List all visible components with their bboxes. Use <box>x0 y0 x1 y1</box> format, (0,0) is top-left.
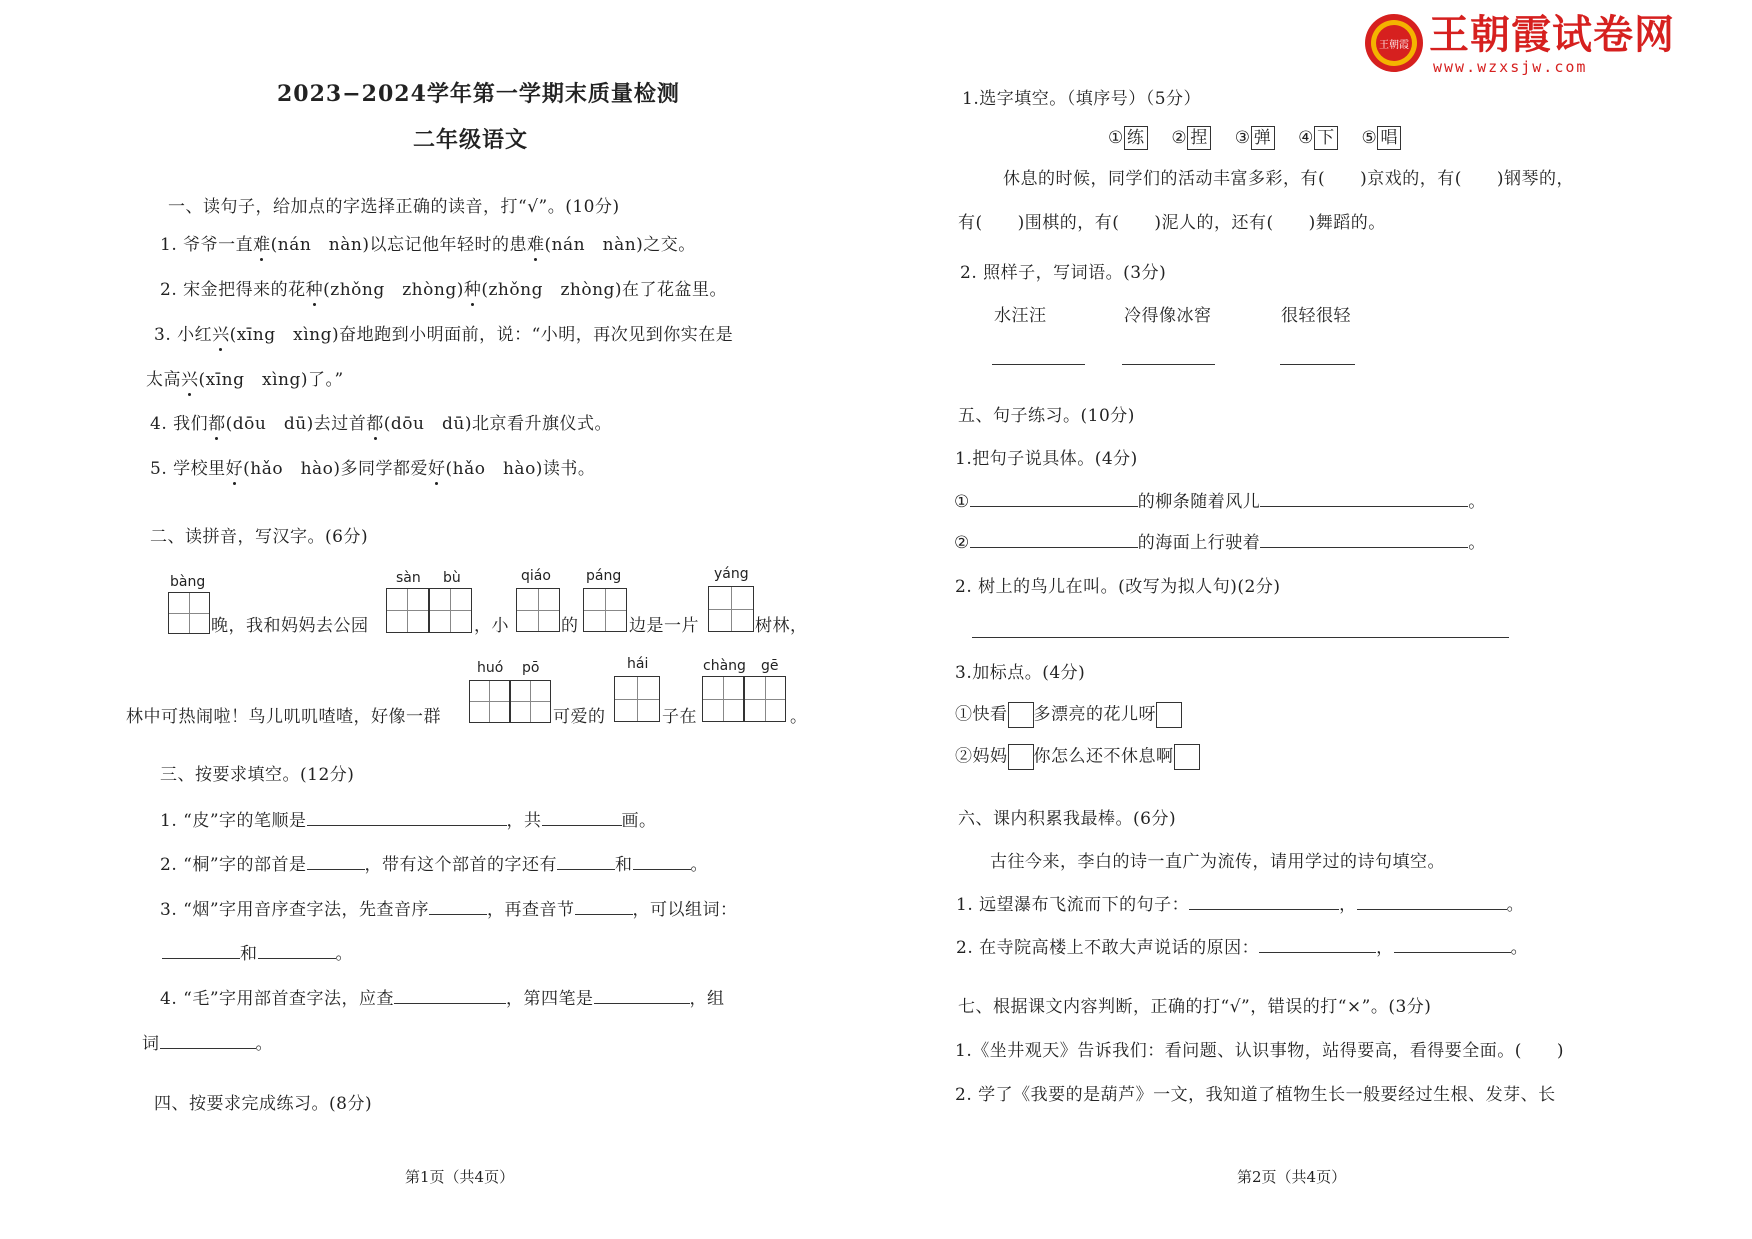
pinyin-pang: páng <box>586 568 622 584</box>
logo-name: 王朝霞试卷网 <box>1429 12 1675 58</box>
s6-q2: 2. 在寺院高楼上不敢大声说话的原因： ， 。 <box>956 938 1529 958</box>
s5-q1: 1.把句子说具体。(4分) <box>955 449 1138 469</box>
s1-q3: 3. 小红兴(xīng xìng)奋地跑到小明面前，说：“小明，再次见到你实在是 <box>154 325 734 345</box>
answer-blank[interactable] <box>575 898 633 915</box>
s1-q5: 5. 学校里好(hǎo hào)多同学都爱好(hǎo hào)读书。 <box>150 459 596 479</box>
s1-q3-cont: 太高兴(xīng xìng)了。” <box>146 370 344 390</box>
answer-blank[interactable] <box>1394 936 1511 953</box>
s2-r1-b: ，小 <box>474 616 509 636</box>
logo-url: www.wzxsjw.com <box>1433 58 1588 76</box>
s3-q4: 4. “毛”字用部首查字法，应查 ，第四笔是 ，组 <box>160 989 725 1009</box>
option-3: ③ 弹 <box>1235 128 1275 148</box>
s2-r1-d: 边是一片 <box>629 616 699 636</box>
s2-r2-c: 子在 <box>662 707 697 727</box>
answer-blank[interactable] <box>162 942 240 959</box>
s1-q2: 2. 宋金把得来的花种(zhǒng zhòng)种(zhǒng zhòng)在了花盆里。 <box>160 280 728 300</box>
s2-r1-a: 晚，我和妈妈去公园 <box>211 616 369 636</box>
s3-q3-cont: 和 。 <box>162 942 353 965</box>
example-word-1: 水汪汪 <box>994 306 1047 326</box>
s5-q2: 2. 树上的鸟儿在叫。(改写为拟人句)(2分) <box>955 577 1281 597</box>
answer-line[interactable] <box>1280 364 1355 365</box>
option-1: ① 练 <box>1108 128 1148 148</box>
seal-icon <box>1363 12 1425 74</box>
answer-blank[interactable] <box>1260 531 1468 548</box>
punctuation-box[interactable] <box>1156 702 1182 728</box>
punctuation-box[interactable] <box>1008 702 1034 728</box>
pinyin-yang: yáng <box>714 566 749 582</box>
s3-q3: 3. “烟”字用音序查字法，先查音序 ，再查音节 ，可以组词： <box>160 900 738 920</box>
punctuation-box[interactable] <box>1008 744 1034 770</box>
pinyin-bu: bù <box>443 570 461 586</box>
seal-text: 王朝霞 <box>1379 40 1409 51</box>
option-2: ② 捏 <box>1171 128 1211 148</box>
s5-q1-a: ① 的柳条随着风儿 。 <box>954 492 1486 512</box>
s3-q4-cont: 词 。 <box>142 1034 273 1054</box>
answer-blank[interactable] <box>970 531 1138 548</box>
answer-blank[interactable] <box>970 490 1138 507</box>
s2-r1-c: 的 <box>561 616 579 636</box>
char-box[interactable] <box>510 680 551 723</box>
s5-q1-b: ② 的海面上行驶着 。 <box>954 533 1486 553</box>
s5-q3-b: ②妈妈 你怎么还不休息啊 <box>955 744 1200 770</box>
s2-r2-a: 林中可热闹啦！鸟儿叽叽喳喳，好像一群 <box>126 707 441 727</box>
char-box[interactable] <box>469 680 510 723</box>
section-6-heading: 六、课内积累我最棒。(6分) <box>958 809 1177 829</box>
s6-q1: 1. 远望瀑布飞流而下的句子： ， 。 <box>956 895 1525 915</box>
s4-q2-heading: 2. 照样子，写词语。(3分) <box>960 263 1167 283</box>
pinyin-bang: bàng <box>170 574 206 590</box>
section-7-heading: 七、根据课文内容判断，正确的打“√”，错误的打“×”。(3分) <box>958 997 1432 1017</box>
section-3-heading: 三、按要求填空。(12分) <box>160 765 355 785</box>
answer-blank[interactable] <box>1357 893 1507 910</box>
char-box[interactable] <box>583 588 627 632</box>
pinyin-san: sàn <box>396 570 421 586</box>
char-box[interactable] <box>516 588 560 632</box>
answer-blank[interactable] <box>160 1032 256 1049</box>
example-word-3: 很轻很轻 <box>1281 306 1351 326</box>
s1-q1: 1. 爷爷一直难(nán nàn)以忘记他年轻时的患难(nán nàn)之交。 <box>160 235 696 255</box>
s7-q2: 2. 学了《我要的是葫芦》一文，我知道了植物生长一般要经过生根、发芽、长 <box>955 1085 1556 1105</box>
answer-blank[interactable] <box>1260 490 1468 507</box>
s3-q1: 1. “皮”字的笔顺是 ，共 画。 <box>160 811 657 831</box>
choice-options <box>1108 126 1401 150</box>
exam-subtitle: 二年级语文 <box>413 127 529 153</box>
s2-r2-d: 。 <box>790 707 808 727</box>
s5-q3-a: ①快看 多漂亮的花儿呀 <box>955 702 1182 728</box>
answer-blank[interactable] <box>542 809 622 826</box>
answer-blank[interactable] <box>258 942 336 959</box>
answer-blank[interactable] <box>594 987 690 1004</box>
example-word-2: 冷得像冰窖 <box>1124 306 1212 326</box>
section-2-heading: 二、读拼音，写汉字。(6分) <box>150 527 369 547</box>
pinyin-chang: chàng <box>703 658 746 674</box>
answer-blank[interactable] <box>557 853 615 870</box>
s1-q4: 4. 我们都(dōu dū)去过首都(dōu dū)北京看升旗仪式。 <box>150 414 612 434</box>
char-box[interactable] <box>429 588 472 633</box>
exam-title: 2023−2024学年第一学期末质量检测 <box>277 81 680 107</box>
char-box[interactable] <box>708 586 754 632</box>
section-5-heading: 五、句子练习。(10分) <box>958 406 1135 426</box>
char-box[interactable] <box>168 592 210 634</box>
page1-footer: 第1页（共4页） <box>405 1168 515 1186</box>
section-1-heading: 一、读句子，给加点的字选择正确的读音，打“√”。(10分) <box>168 197 620 217</box>
char-box[interactable] <box>744 676 786 722</box>
option-4: ④ 下 <box>1298 128 1338 148</box>
pinyin-qiao: qiáo <box>521 568 551 584</box>
s7-q1: 1.《坐井观天》告诉我们：看问题、认识事物，站得要高，看得要全面。( ) <box>955 1041 1564 1061</box>
answer-blank[interactable] <box>633 853 691 870</box>
char-box[interactable] <box>614 676 660 722</box>
answer-line[interactable] <box>992 364 1085 365</box>
answer-line[interactable] <box>972 637 1509 638</box>
answer-blank[interactable] <box>1259 936 1376 953</box>
section-4-heading: 四、按要求完成练习。(8分) <box>154 1094 373 1114</box>
pinyin-huo: huó <box>477 660 504 676</box>
s3-q2: 2. “桐”字的部首是 ，带有这个部首的字还有 和 。 <box>160 855 709 875</box>
pinyin-po: pō <box>522 660 540 676</box>
s4-q1-line2: 有( )围棋的，有( )泥人的，还有( )舞蹈的。 <box>958 213 1386 233</box>
s2-r2-b: 可爱的 <box>553 707 606 727</box>
s4-q1-line1: 休息的时候，同学们的活动丰富多彩，有( )京戏的，有( )钢琴的， <box>1003 169 1575 189</box>
answer-blank[interactable] <box>394 987 506 1004</box>
s5-q3: 3.加标点。(4分) <box>955 663 1086 683</box>
answer-line[interactable] <box>1122 364 1215 365</box>
option-5: ⑤ 唱 <box>1362 128 1402 148</box>
char-box[interactable] <box>386 588 429 633</box>
page2-footer: 第2页（共4页） <box>1237 1168 1347 1186</box>
punctuation-box[interactable] <box>1174 744 1200 770</box>
pinyin-hai: hái <box>627 656 649 672</box>
s4-q1-heading: 1.选字填空。（填序号）（5分） <box>962 89 1202 109</box>
answer-blank[interactable] <box>1189 893 1339 910</box>
site-logo <box>1363 12 1681 76</box>
s2-r1-e: 树林， <box>755 616 808 636</box>
s6-intro: 古往今来，李白的诗一直广为流传，请用学过的诗句填空。 <box>990 852 1445 872</box>
char-box[interactable] <box>702 676 744 722</box>
answer-blank[interactable] <box>429 898 487 915</box>
pinyin-ge: gē <box>761 658 779 674</box>
answer-blank[interactable] <box>307 809 507 826</box>
answer-blank[interactable] <box>307 853 365 870</box>
